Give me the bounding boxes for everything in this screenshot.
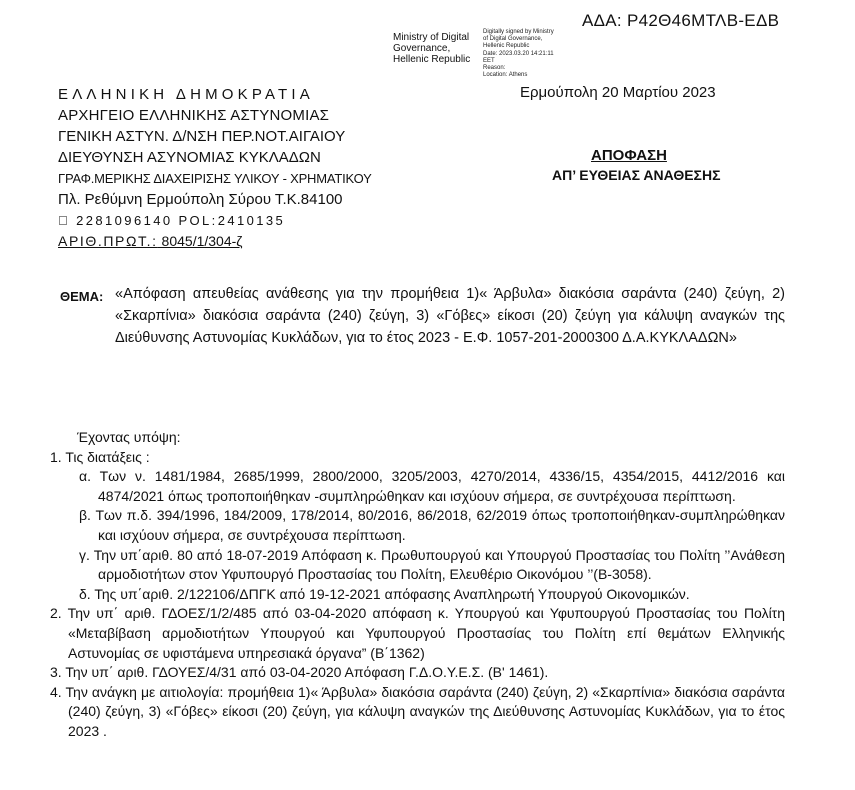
list-item: 1. Τις διατάξεις :	[50, 448, 150, 465]
list-item: 3. Την υπ΄ αριθ. ΓΔΟΥΕΣ/4/31 από 03-04-2020 Απόφαση Γ.Δ.Ο.Υ.Ε.Σ. (Β' 1461).	[50, 664, 549, 681]
protocol-number	[58, 231, 372, 252]
signature-detail-line: Date: 2023.03.20 14:21:11	[483, 50, 554, 57]
subject-label: ΘΕΜΑ:	[60, 289, 104, 304]
document-subtype: ΑΠ’ ΕΥΘΕΙΑΣ ΑΝΑΘΕΣΗΣ	[552, 167, 721, 183]
signature-line: Hellenic Republic	[393, 54, 471, 65]
city-date: Ερμούπολη 20 Μαρτίου 2023	[520, 84, 716, 101]
list-item: 4. Την ανάγκη με αιτιολογία: προμήθεια 1)« Άρβυλα» διακόσια σαράντα (240) ζεύγη, 2) «Σκαρπίνια» διακόσια σαράντα (240) ζεύγη, 3) «Γόβες» είκοσι (20) ζεύγη, για κάλυψη αναγκών της Διεύθυνσης Αστυνομίας Κυκλάδων, για το έτος 2023 .	[50, 683, 785, 739]
header-address: Πλ. Ρεθύμνη Ερμούπολη Σύρου Τ.Κ.84100	[58, 191, 343, 208]
signature-details	[483, 29, 554, 79]
protocol-label: ΑΡΙΘ.ΠΡΩΤ.:	[58, 233, 158, 249]
header-line: ΑΡΧΗΓΕΙΟ ΕΛΛΗΝΙΚΗΣ ΑΣΤΥΝΟΜΙΑΣ	[58, 107, 330, 124]
document-type: ΑΠΟΦΑΣΗ	[591, 147, 667, 164]
signature-block	[393, 32, 470, 65]
header-phone:   2281096140 POL:2410135	[58, 213, 286, 228]
ada-code: ΑΔΑ: Ρ42Θ46ΜΤΛΒ-ΕΔΒ	[582, 11, 780, 30]
document-body	[50, 428, 785, 742]
signature-detail-line: Location: Athens	[483, 72, 528, 79]
signature-detail-line: EET	[483, 57, 495, 64]
header-line: ΔΙΕΥΘΥΝΣΗ ΑΣΥΝΟΜΙΑΣ ΚΥΚΛΑΔΩΝ	[58, 149, 321, 166]
signature-detail-line: Digitally signed by Ministry	[483, 29, 554, 35]
protocol-value: 8045/1/304-ζ	[157, 233, 243, 249]
signature-detail-line: Hellenic Republic	[483, 43, 530, 50]
signature-line: Ministry of Digital	[393, 32, 470, 43]
sub-list-item: δ. Της υπ΄αριθ. 2/122106/ΔΠΓΚ από 19-12-2021 απόφασης Αναπληρωτή Υπουργού Οικονομικών.	[79, 585, 690, 602]
sub-list-item: α. Των ν. 1481/1984, 2685/1999, 2800/2000, 3205/2003, 4270/2014, 4336/15, 4354/2015, 4412/2016 και 4874/2021 όπως τροποποιήθηκαν -συμπληρώθηκαν και ισχύουν σήμερα, σε συντρέχουσα περίπτωση.	[79, 468, 785, 504]
issuer-header	[58, 84, 372, 252]
signature-line: Governance,	[393, 43, 451, 54]
body-intro: Έχοντας υπόψη:	[77, 429, 181, 445]
sub-list-item: β. Των π.δ. 394/1996, 184/2009, 178/2014, 80/2016, 86/2018, 62/2019 όπως τροποποιήθηκαν-συμπληρώθηκαν και ισχύουν σήμερα, σε συντρέχουσα περίπτωση.	[79, 507, 785, 543]
list-item: 2. Την υπ΄ αριθ. ΓΔΟΕΣ/1/2/485 από 03-04-2020 απόφαση κ. Υπουργού και Υφυπουργού Προστασίας του Πολίτη «Μεταβίβαση αρμοδιοτήτων Υπουργού και Υφυπουργού Προστασίας του Πολίτη επί θεμάτων Ελληνικής Αστυνομίας σε υφιστάμενα υπηρεσιακά όργανα” (Β΄1362)	[50, 605, 785, 661]
sub-list-item: γ. Την υπ΄αριθ. 80 από 18-07-2019 Απόφαση κ. Πρωθυπουργού και Υπουργού Προστασίας του Πολίτη ’’Ανάθεση αρμοδιοτήτων στον Υφυπουργό Προστασίας του Πολίτη, Ελευθέριο Οικονόμου ’’(Β-3058).	[79, 546, 785, 583]
header-line: ΕΛΛΗΝΙΚΗ ΔΗΜΟΚΡΑΤΙΑ	[58, 86, 314, 103]
header-line: ΓΕΝΙΚΗ ΑΣΤΥΝ. Δ/ΝΣΗ ΠΕΡ.ΝΟΤ.ΑΙΓΑΙΟΥ	[58, 128, 346, 145]
subject-text: «Απόφαση απευθείας ανάθεσης για την προμήθεια 1)« Άρβυλα» διακόσια σαράντα (240) ζεύγη, 2) «Σκαρπίνια» διακόσια σαράντα (240) ζεύγη, 3) «Γόβες» είκοσι (20) ζεύγη για κάλυψη αναγκών της Διεύθυνσης Αστυνομίας Κυκλάδων, για το έτος 2023 - Ε.Φ. 1057-201-2000300 Δ.Α.ΚΥΚΛΑΔΩΝ»	[115, 286, 785, 346]
header-line: ΓΡΑΦ.ΜΕΡΙΚΗΣ ΔΙΑΧΕΙΡΙΣΗΣ ΥΛΙΚΟΥ - ΧΡΗΜΑΤΙΚΟΥ	[58, 171, 372, 186]
signature-detail-line: of Digital Governance,	[483, 36, 543, 43]
signature-detail-line: Reason:	[483, 65, 506, 72]
